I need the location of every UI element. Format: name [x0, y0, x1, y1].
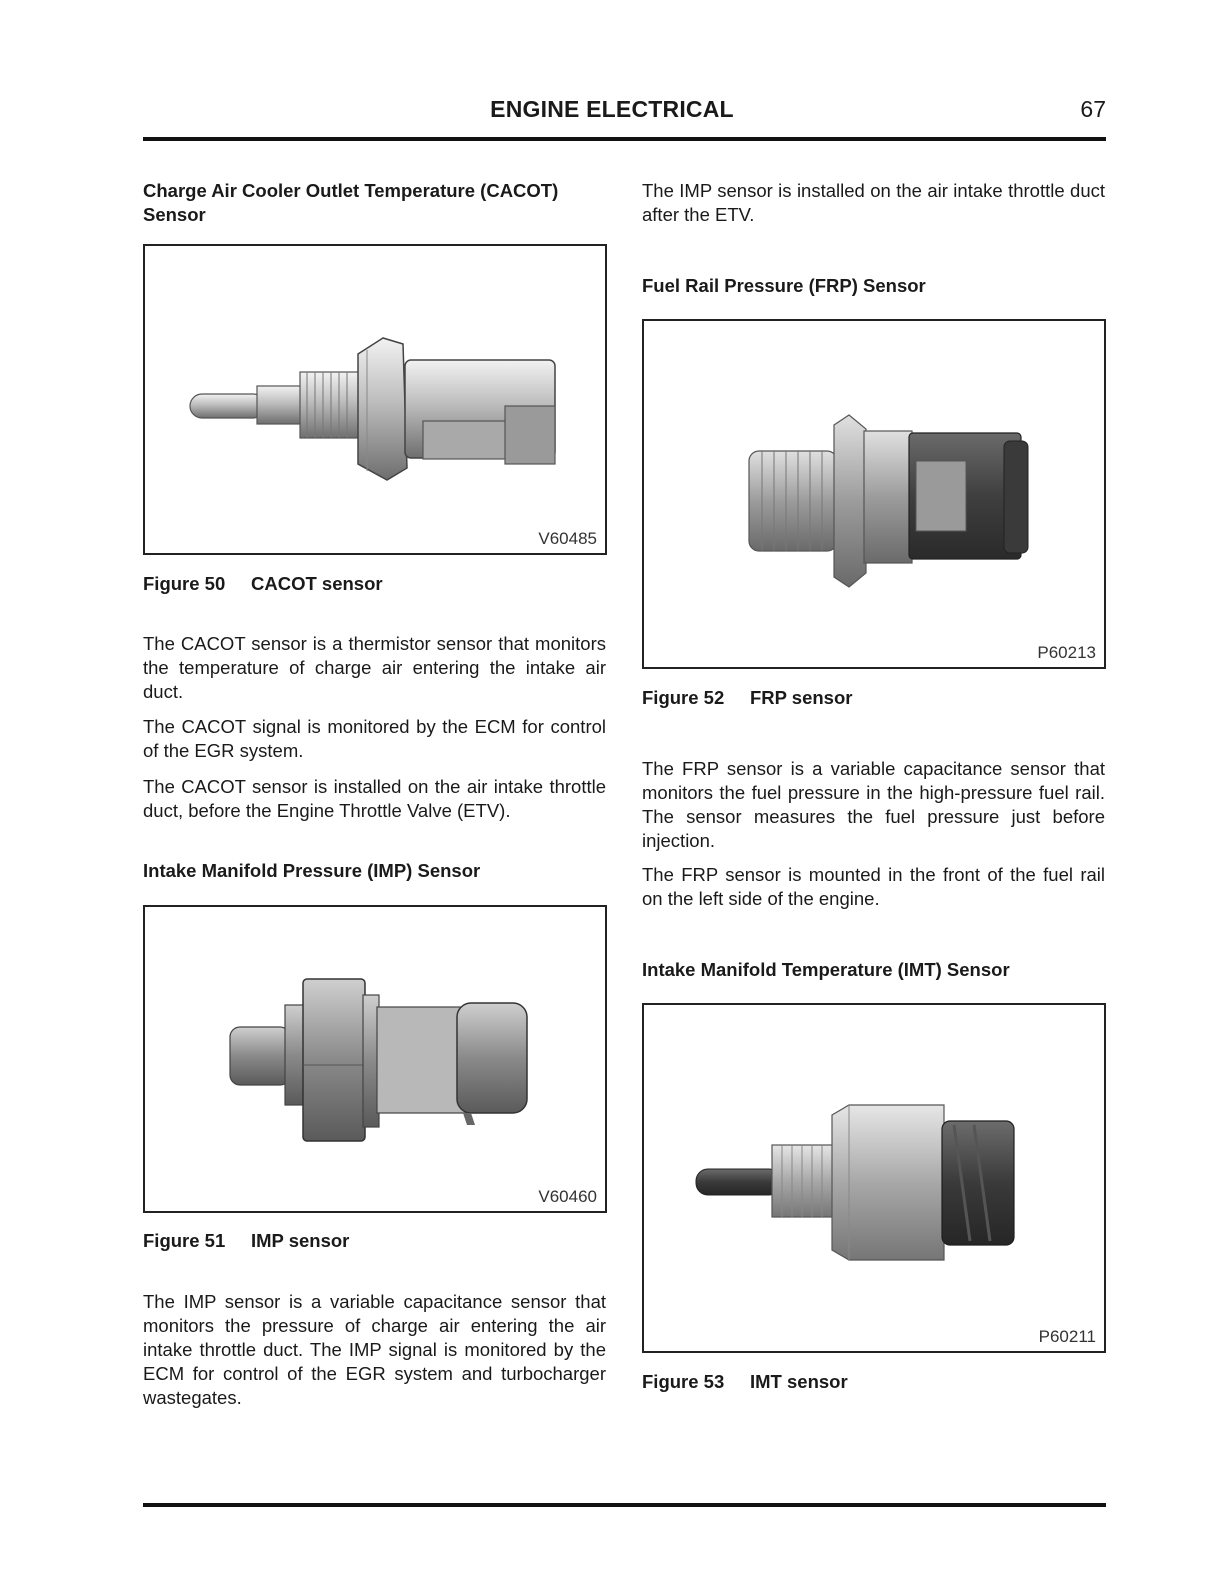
figure-52-caption — [642, 686, 1105, 710]
page-number: 67 — [1080, 96, 1106, 122]
figure-51-caption — [143, 1229, 606, 1253]
cacot-heading: Charge Air Cooler Outlet Temperature (CACOT) Sensor — [143, 180, 559, 225]
figure-53-caption — [642, 1370, 1105, 1394]
figure-53-title: IMT sensor — [750, 1371, 848, 1392]
cacot-paragraph-1: The CACOT sensor is a thermistor sensor that monitors the temperature of charge air entering the intake air duct. — [143, 633, 606, 702]
imp-paragraph-2: The IMP sensor is installed on the air intake throttle duct after the ETV. — [642, 180, 1105, 225]
footer-rule — [143, 1503, 1106, 1507]
imt-heading: Intake Manifold Temperature (IMT) Sensor — [642, 959, 1010, 980]
cacot-paragraph-2: The CACOT signal is monitored by the ECM for control of the EGR system. — [143, 716, 606, 761]
figure-53-imt-image — [642, 1003, 1106, 1353]
imt-sensor-illustration — [644, 1005, 1103, 1350]
figure-50-caption — [143, 572, 606, 596]
header-rule — [143, 137, 1106, 141]
imp-sensor-illustration — [145, 907, 604, 1210]
page-header-title: ENGINE ELECTRICAL — [490, 96, 734, 122]
figure-53-number: Figure 53 — [642, 1371, 725, 1392]
imp-heading: Intake Manifold Pressure (IMP) Sensor — [143, 860, 481, 881]
figure-52-number: Figure 52 — [642, 687, 725, 708]
figure-50-cacot-image — [143, 244, 607, 555]
figure-50-number: Figure 50 — [143, 573, 226, 594]
figure-50-title: CACOT sensor — [251, 573, 383, 594]
figure-51-title: IMP sensor — [251, 1230, 350, 1251]
figure-52-title: FRP sensor — [750, 687, 853, 708]
imp-paragraph-1: The IMP sensor is a variable capacitance sensor that monitors the pressure of charge air entering the air intake throttle duct. The IMP signal is monitored by the ECM for control of the EGR system and turbocharger wastegates. — [143, 1291, 606, 1408]
frp-paragraph-2: The FRP sensor is mounted in the front of the fuel rail on the left side of the engine. — [642, 864, 1105, 909]
figure-50-code: V60485 — [538, 529, 597, 548]
figure-51-number: Figure 51 — [143, 1230, 226, 1251]
figure-53-code: P60211 — [1038, 1327, 1096, 1346]
cacot-paragraph-3: The CACOT sensor is installed on the air intake throttle duct, before the Engine Throttle Valve (ETV). — [143, 776, 606, 821]
figure-51-code: V60460 — [538, 1187, 597, 1206]
frp-paragraph-1: The FRP sensor is a variable capacitance sensor that monitors the fuel pressure in the high-pressure fuel rail. The sensor measures the fuel pressure just before injection. — [642, 758, 1105, 851]
frp-sensor-illustration — [644, 321, 1103, 666]
figure-52-frp-image — [642, 319, 1106, 669]
figure-51-imp-image — [143, 905, 607, 1213]
cacot-sensor-illustration — [145, 246, 604, 552]
figure-52-code: P60213 — [1037, 643, 1096, 662]
frp-heading: Fuel Rail Pressure (FRP) Sensor — [642, 275, 926, 296]
